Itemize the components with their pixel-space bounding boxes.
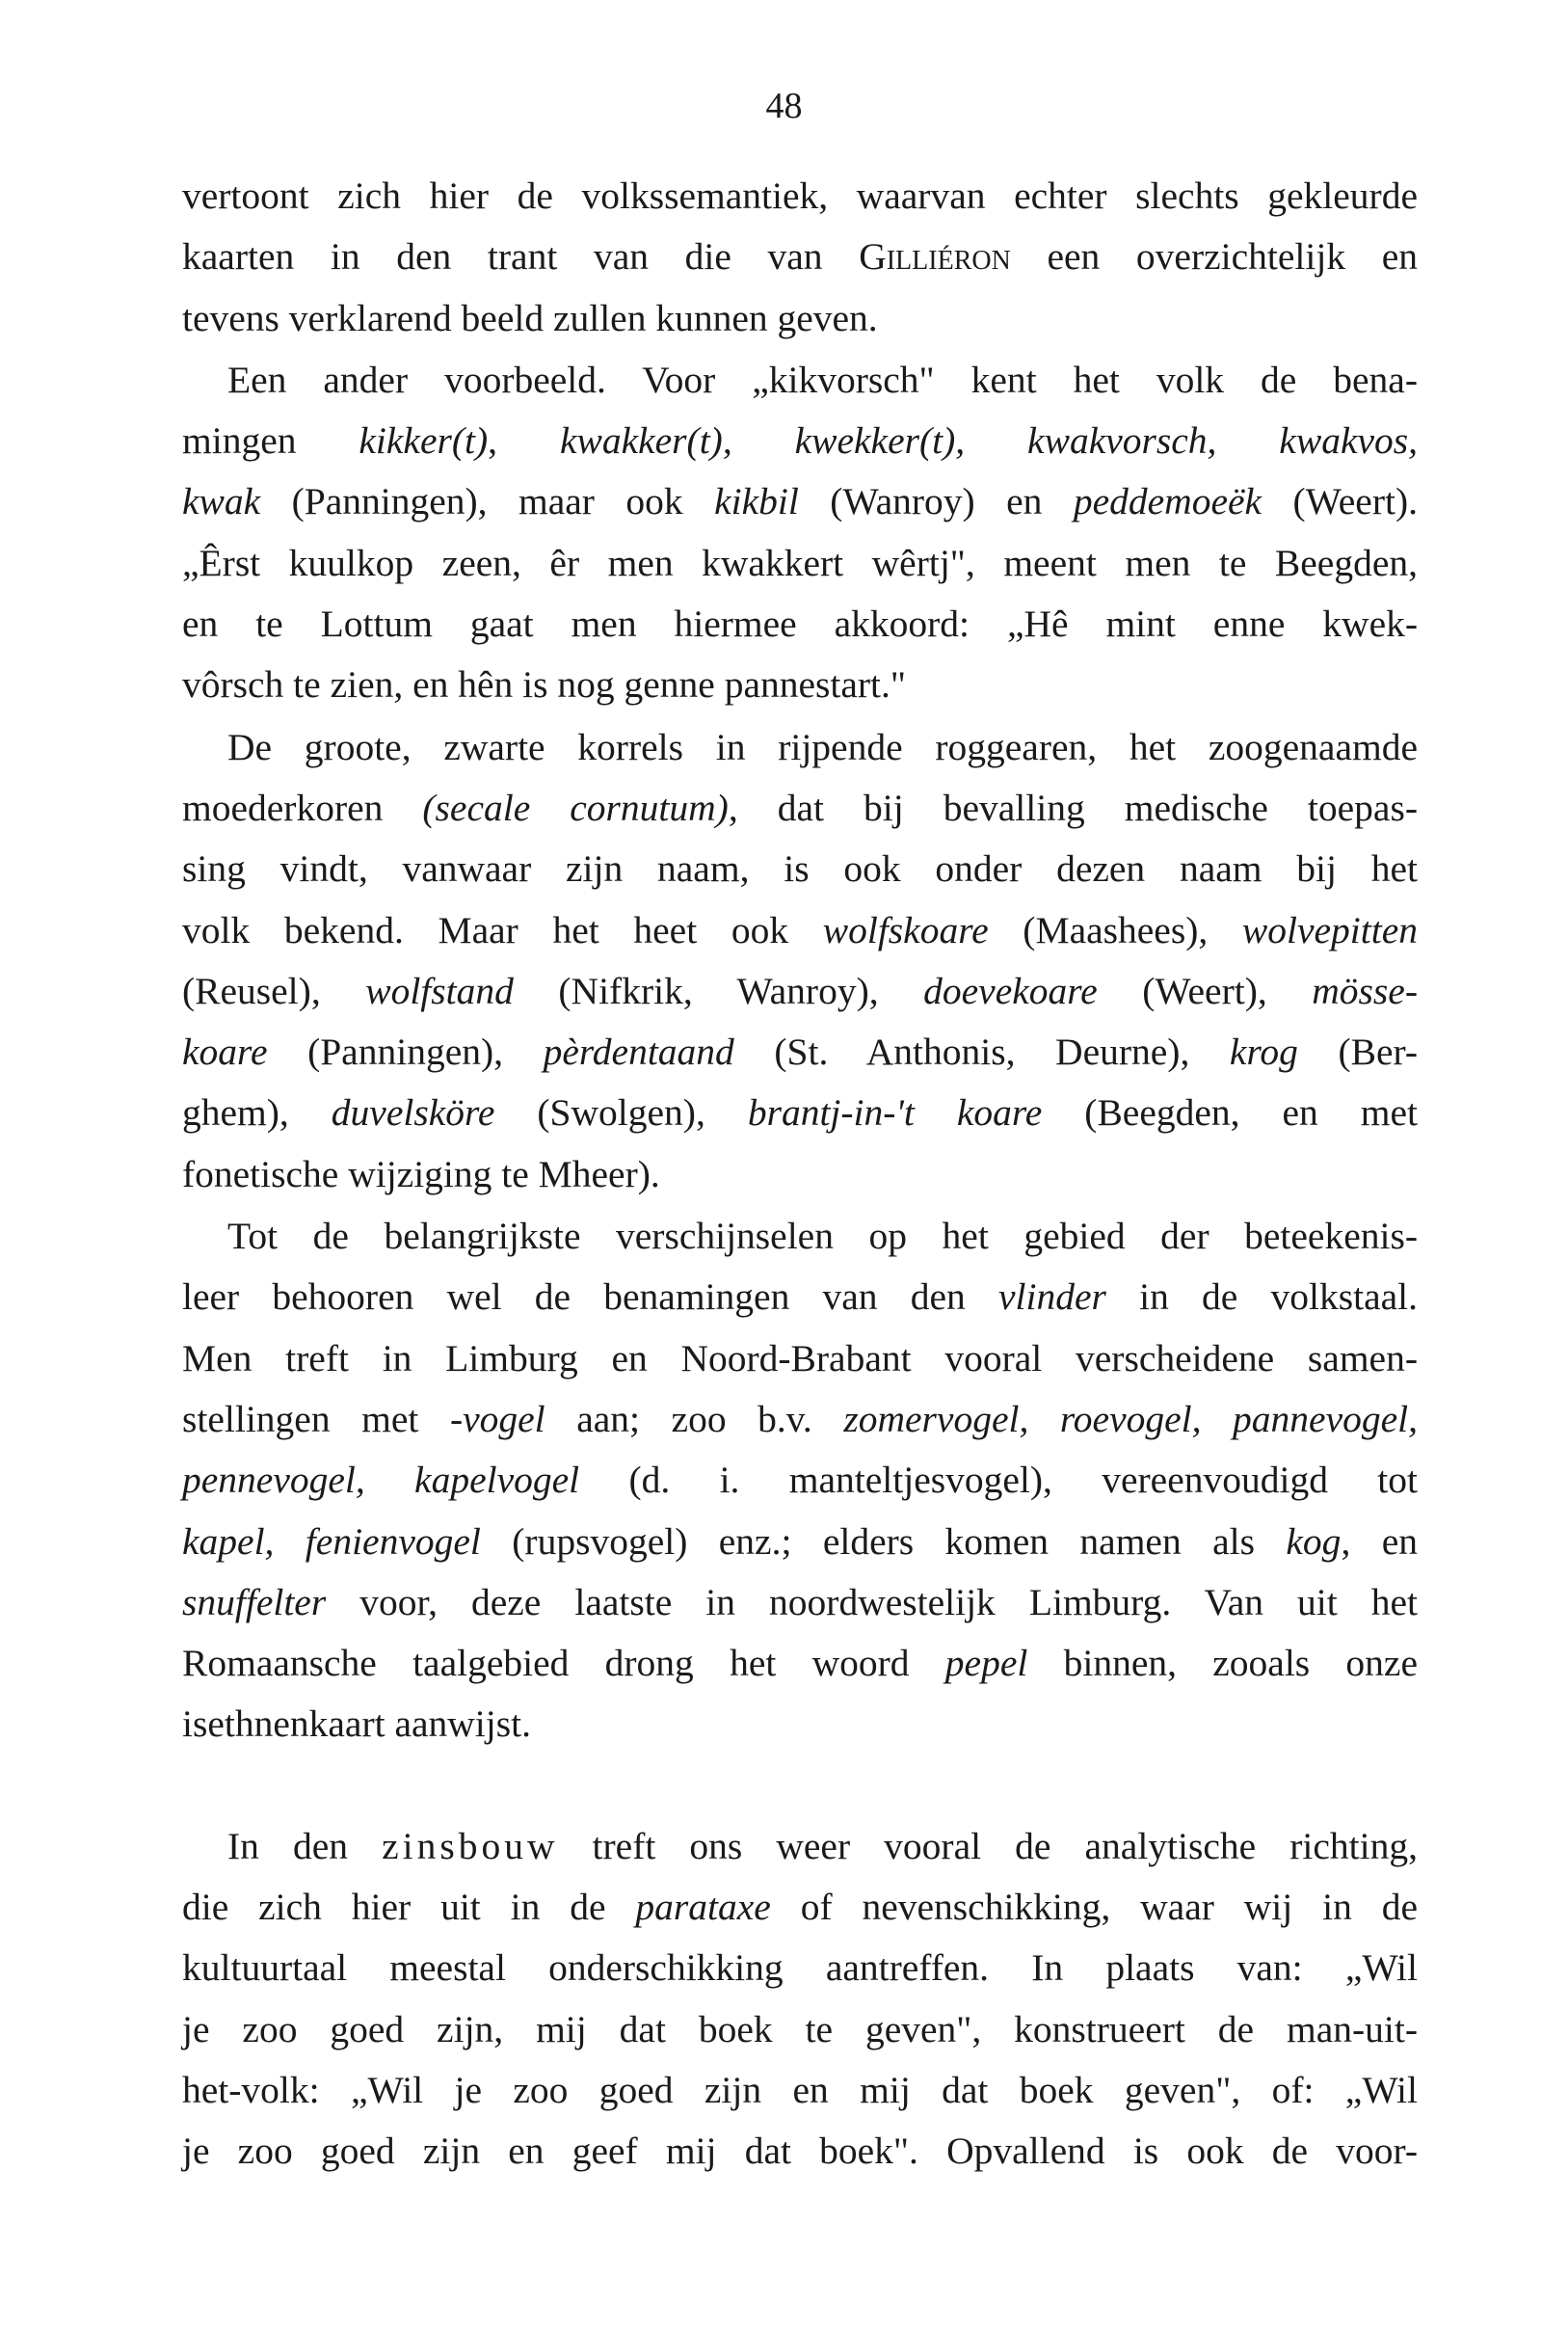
text-run: isethnenkaart aanwijst. <box>182 1702 531 1746</box>
text-run-it: brantj-in-'t koare <box>747 1091 1043 1135</box>
text-run: „Êrst kuulkop zeen, êr men kwakkert wêrtj", meent men te Beegden, <box>182 541 1418 584</box>
text-line <box>182 2121 1418 2182</box>
text-run-it: vlinder <box>998 1275 1106 1319</box>
text-line <box>182 961 1418 1022</box>
text-run-it: duvelsköre <box>331 1091 495 1135</box>
text-run-it: kwakker(t), kwekker(t), kwakvorsch, kwakvos, <box>559 419 1419 463</box>
text-run-it: -vogel <box>449 1397 545 1440</box>
text-line <box>182 1633 1418 1694</box>
text-line <box>182 1144 1418 1205</box>
section-gap <box>182 1755 1418 1816</box>
text-run: het-volk: „Wil je zoo goed zijn en mij dat boek geven", of: „Wil <box>182 2068 1418 2111</box>
text-line <box>182 166 1418 227</box>
text-line <box>182 900 1418 961</box>
text-line <box>182 1267 1418 1327</box>
text-line <box>182 1816 1418 1877</box>
text-run: , dat bij bevalling medische toepas- <box>728 786 1418 829</box>
text-run: leer behooren wel de benamingen van den <box>182 1275 998 1319</box>
text-run-it: parataxe <box>635 1886 771 1929</box>
text-run-it: kog <box>1286 1519 1342 1563</box>
text-run-it: mösse- <box>1312 969 1418 1012</box>
text-run: (Reusel), <box>182 969 366 1012</box>
text-run: een overzichtelijk en <box>1010 235 1418 279</box>
text-run: kultuurtaal meestal onderschikking aantreffen. In plaats van: „Wil <box>182 1946 1418 1990</box>
text-run: (Nifkrik, Wanroy), <box>513 969 924 1012</box>
text-run-spaced: zinsbouw <box>382 1824 559 1867</box>
text-run-it: zomervogel, roevogel, pannevogel, <box>843 1397 1418 1440</box>
text-run: je zoo goed zijn en geef mij dat boek". Opvallend is ook de voor- <box>182 2130 1418 2173</box>
text-run-it: kapel, fenienvogel <box>182 1519 481 1563</box>
text-line <box>182 1938 1418 1998</box>
text-line <box>182 288 1418 349</box>
text-run-it: kikker(t) <box>359 419 489 463</box>
text-line <box>182 1022 1418 1083</box>
text-line <box>182 471 1418 532</box>
text-line <box>182 594 1418 655</box>
text-run-it: doevekoare <box>923 969 1098 1012</box>
text-run-it: snuffelter <box>182 1580 327 1623</box>
text-run: In den <box>227 1824 383 1867</box>
text-run: en te Lottum gaat men hiermee akkoord: „Hê mint enne kwek- <box>182 603 1418 646</box>
text-line <box>182 717 1418 778</box>
paragraph-5 <box>182 1816 1418 2183</box>
text-run: stellingen met <box>182 1397 450 1440</box>
text-line <box>182 655 1418 715</box>
text-run: tevens verklarend beeld zullen kunnen geven. <box>182 296 878 339</box>
text-line <box>182 1694 1418 1755</box>
text-run-it: pennevogel, kapelvogel <box>182 1459 580 1502</box>
text-run: in de volkstaal. <box>1105 1275 1418 1319</box>
text-run: moederkoren <box>182 786 423 829</box>
text-run: vertoont zich hier de volkssemantiek, waarvan echter slechts gekleurde <box>182 174 1418 217</box>
text-line <box>182 411 1418 471</box>
text-run-it: peddemoeëk <box>1073 480 1262 523</box>
text-run: fonetische wijziging te Mheer). <box>182 1152 660 1195</box>
text-run: (Beegden, en met <box>1042 1091 1418 1135</box>
text-run-sc: Gilliéron <box>859 235 1011 279</box>
text-run: (Panningen), maar ook <box>260 480 715 523</box>
text-run: (Panningen), <box>267 1031 544 1074</box>
text-run: (Swolgen), <box>494 1091 748 1135</box>
text-line <box>182 1572 1418 1633</box>
text-run: (rupsvogel) enz.; elders komen namen als <box>480 1519 1287 1563</box>
text-run: , <box>488 419 560 463</box>
text-run: vôrsch te zien, en hên is nog genne pannestart." <box>182 663 907 707</box>
text-line <box>182 1389 1418 1450</box>
text-run: sing vindt, vanwaar zijn naam, is ook onder dezen naam bij het <box>182 847 1418 891</box>
text-line <box>182 1877 1418 1938</box>
text-run: mingen <box>182 419 359 463</box>
text-run: (St. Anthonis, Deurne), <box>733 1031 1230 1074</box>
text-run: binnen, zooals onze <box>1027 1642 1418 1685</box>
text-run: Tot de belangrijkste verschijnselen op het gebied der beteekenis- <box>227 1215 1418 1258</box>
text-run: Men treft in Limburg en Noord-Brabant vooral verscheidene samen- <box>182 1336 1418 1380</box>
text-line <box>182 778 1418 839</box>
text-run: (Wanroy) en <box>798 480 1074 523</box>
text-line <box>182 350 1418 411</box>
text-line <box>182 1512 1418 1572</box>
text-run-it: (secale cornutum) <box>422 786 729 829</box>
paragraph-1 <box>182 166 1418 349</box>
text-line <box>182 1206 1418 1267</box>
text-run: die zich hier uit in de <box>182 1886 636 1929</box>
text-line <box>182 1328 1418 1389</box>
text-run-it: pèrdentaand <box>543 1031 734 1074</box>
text-run: (Maashees), <box>988 908 1242 951</box>
text-run: Een ander voorbeeld. Voor „kikvorsch" kent het volk de bena- <box>227 358 1418 401</box>
text-run-it: koare <box>182 1031 268 1074</box>
text-run-it: wolfskoare <box>822 908 989 951</box>
text-run: treft ons weer vooral de analytische richting, <box>558 1824 1418 1867</box>
text-line <box>182 839 1418 899</box>
page-number: 48 <box>765 86 803 126</box>
text-line <box>182 2060 1418 2121</box>
text-run-it: kikbil <box>714 480 799 523</box>
body-text <box>182 166 1418 2183</box>
text-run: Romaansche taalgebied drong het woord <box>182 1642 945 1685</box>
text-run: aan; zoo b.v. <box>545 1397 844 1440</box>
text-line <box>182 227 1418 287</box>
text-run: kaarten in den trant van die van <box>182 235 860 279</box>
text-run: ghem), <box>182 1091 332 1135</box>
text-line <box>182 1450 1418 1511</box>
text-line <box>182 533 1418 594</box>
text-run: of nevenschikking, waar wij in de <box>770 1886 1418 1929</box>
text-run: , en <box>1341 1519 1418 1563</box>
text-run-it: krog <box>1229 1031 1298 1074</box>
text-run-it: wolfstand <box>365 969 514 1012</box>
text-run: (Weert), <box>1097 969 1313 1012</box>
text-run-it: kwak <box>182 480 261 523</box>
text-run: je zoo goed zijn, mij dat boek te geven", konstrueert de man-uit- <box>182 2007 1418 2050</box>
text-line <box>182 1999 1418 2060</box>
paragraph-3 <box>182 717 1418 1205</box>
paragraph-2 <box>182 350 1418 716</box>
text-run: (d. i. manteltjesvogel), vereenvoudigd tot <box>579 1459 1418 1502</box>
text-line <box>182 1083 1418 1143</box>
text-run-it: pepel <box>944 1642 1028 1685</box>
text-run: volk bekend. Maar het heet ook <box>182 908 823 951</box>
text-run: (Weert). <box>1262 480 1418 523</box>
text-run-it: wolvepitten <box>1241 908 1418 951</box>
text-run: voor, deze laatste in noordwestelijk Limburg. Van uit het <box>326 1580 1418 1623</box>
text-run: De groote, zwarte korrels in rijpende roggearen, het zoogenaamde <box>227 725 1418 768</box>
paragraph-4 <box>182 1206 1418 1755</box>
text-run: (Ber- <box>1297 1031 1418 1074</box>
